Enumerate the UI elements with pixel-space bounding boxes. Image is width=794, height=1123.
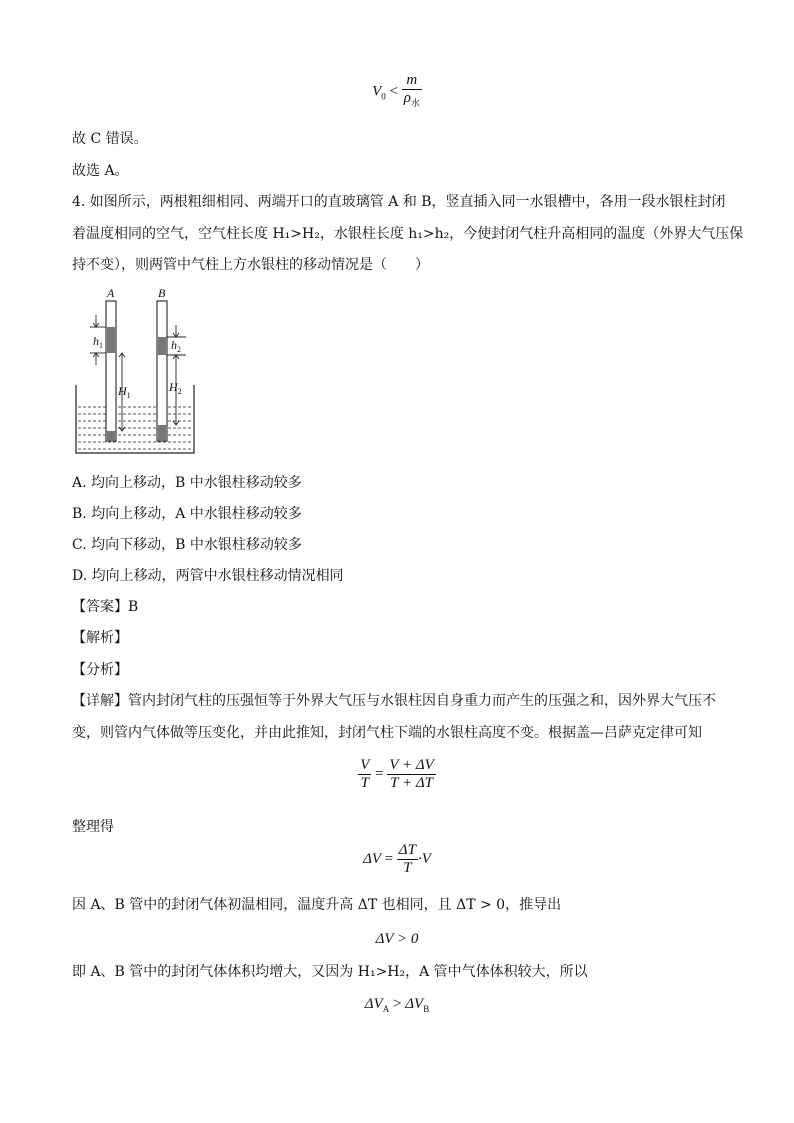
equation-gay-lussac: $\frac{V}{T}$ = $\frac{V + \Delta V}{T + \Delta T}$ [360, 757, 434, 791]
detail-line-1: 【详解】管内封闭气柱的压强恒等于外界大气压与水银柱因自身重力而产生的压强之和，因外界大气压不 [72, 693, 716, 709]
mercury-column-b [158, 337, 166, 355]
equation-delta-v: ΔV = $\frac{\Delta T}{T}$ ·V [363, 842, 431, 876]
option-d: D. 均向上移动，两管中水银柱移动情况相同 [72, 568, 344, 584]
paragraph-rearrange: 整理得 [72, 819, 114, 835]
option-a: A. 均向上移动，B 中水银柱移动较多 [72, 475, 302, 491]
tube-diagram [72, 285, 202, 461]
paragraph-because: 因 A、B 管中的封闭气体初温相同，温度升高 ΔT 也相同，且 ΔT > 0，推导出 [72, 897, 562, 913]
question-4-line-2: 着温度相同的空气，空气柱长度 H₁>H₂，水银柱长度 h₁>h₂，今使封闭气柱升高相同的温度（外界大气压保 [72, 226, 744, 242]
analysis-label: 【解析】 [72, 630, 128, 646]
equation-delta-v-positive: ΔV > 0 [375, 931, 419, 947]
question-4-line-1: 4. 如图所示，两根粗细相同、两端开口的直玻璃管 A 和 B，竖直插入同一水银槽中，各用一段水银柱封闭 [72, 194, 726, 210]
detail-line-2: 变，则管内气体做等压变化，并由此推知，封闭气柱下端的水银柱高度不变。根据盖—吕萨克定律可知 [72, 725, 702, 741]
paragraph-therefore: 即 A、B 管中的封闭气体体积均增大，又因为 H₁>H₂，A 管中气体体积较大，所以 [72, 964, 588, 980]
tube-b [157, 301, 167, 441]
option-b: B. 均向上移动，A 中水银柱移动较多 [72, 506, 302, 522]
paragraph-choose-a: 故选 A。 [72, 163, 129, 179]
tube-diagram-svg [72, 285, 202, 457]
label-h1: $h_1$ [93, 334, 103, 350]
label-h2: $h_2$ [171, 338, 181, 354]
mercury-column-a [107, 327, 115, 353]
paragraph-c-wrong: 故 C 错误。 [72, 131, 148, 147]
mercury-surface [78, 407, 192, 449]
label-tube-a: A [107, 286, 115, 300]
label-tube-b: B [158, 286, 166, 300]
fenxi-label: 【分析】 [72, 662, 128, 678]
answer-label: 【答案】B [72, 599, 139, 615]
tube-a [106, 301, 116, 441]
label-H2: $H_2$ [169, 380, 182, 396]
label-H1: $H_1$ [118, 384, 131, 400]
option-c: C. 均向下移动，B 中水银柱移动较多 [72, 537, 302, 553]
equation-compare-volumes: $\Delta V_A > \Delta V_B$ [364, 996, 430, 1014]
equation-volume-limit: $V_0$ < $\frac{m}{\rho_水}$ [372, 72, 420, 108]
question-4-line-3: 持不变），则两管中气柱上方水银柱的移动情况是（ ） [72, 257, 429, 273]
